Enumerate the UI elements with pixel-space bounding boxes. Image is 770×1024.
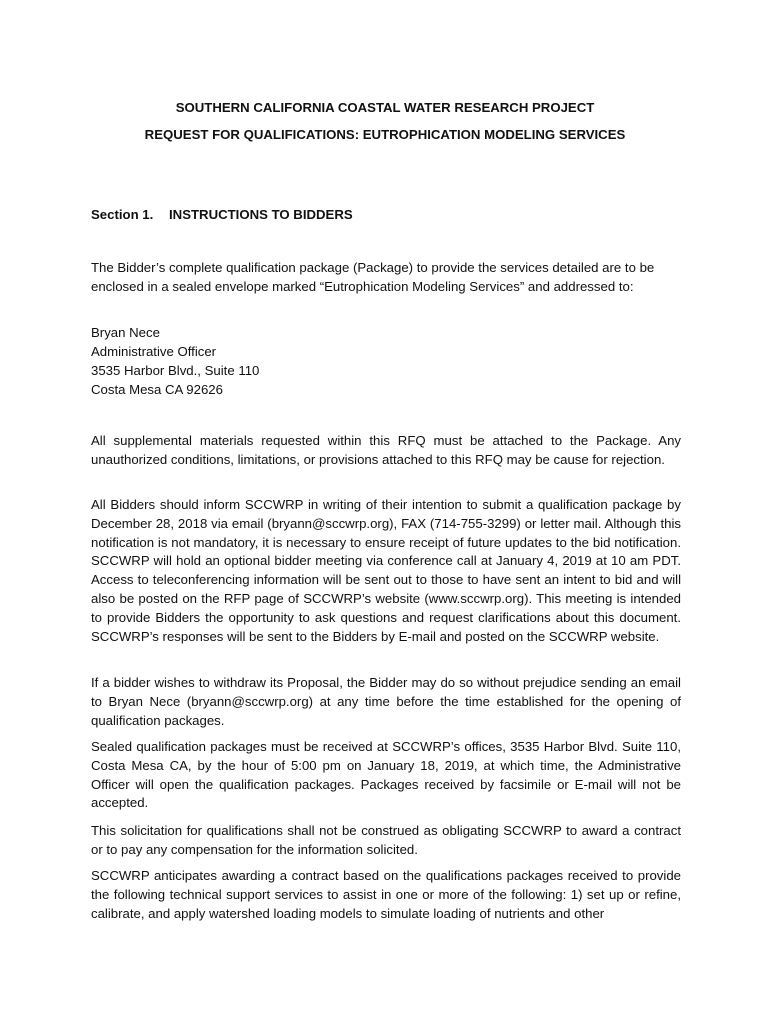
intro-paragraph: The Bidder’s complete qualification package (Package) to provide the services detailed are to be enclosed in a sealed envelope marked “Eutrophication Modeling Services” and addressed to: bbox=[91, 260, 655, 294]
address-role: Administrative Officer bbox=[91, 344, 217, 359]
section-heading bbox=[91, 207, 353, 222]
section-title: INSTRUCTIONS TO BIDDERS bbox=[169, 207, 353, 222]
paragraph-supplemental-materials: All supplemental materials requested within this RFQ must be attached to the Package. Any unauthorized conditions, limitations, or provisions attached to this RFQ may be cause for rejection. bbox=[91, 433, 681, 467]
paragraph-withdrawal: If a bidder wishes to withdraw its Proposal, the Bidder may do so without prejudice sending an email to Bryan Nece (bryann@sccwrp.org) at any time before the time established for the opening of qualification packages. bbox=[91, 675, 681, 728]
address-street: 3535 Harbor Blvd., Suite 110 bbox=[91, 363, 260, 378]
paragraph-intent-to-bid: All Bidders should inform SCCWRP in writing of their intention to submit a qualification package by December 28, 2018 via email (bryann@sccwrp.org), FAX (714-755-3299) or letter mail. Although this notification is not mandatory, it is necessary to ensure receipt of future updates to the bid notification. SCCWRP will hold an optional bidder meeting via conference call at January 4, 2019 at 10 am PDT. Access to teleconferencing information will be sent out to those to have sent an intent to bid and will also be posted on the RFP page of SCCWRP’s website (www.sccwrp.org). This meeting is intended to provide Bidders the opportunity to ask questions and request clarifications about this document. SCCWRP’s responses will be sent to the Bidders by E-mail and posted on the SCCWRP website. bbox=[91, 497, 681, 644]
document-title-rfq: REQUEST FOR QUALIFICATIONS: EUTROPHICATION MODELING SERVICES bbox=[144, 127, 626, 142]
address-city: Costa Mesa CA 92626 bbox=[91, 382, 223, 397]
paragraph-no-obligation: This solicitation for qualifications shall not be construed as obligating SCCWRP to award a contract or to pay any compensation for the information solicited. bbox=[91, 823, 681, 857]
document-title-organization: SOUTHERN CALIFORNIA COASTAL WATER RESEARCH PROJECT bbox=[175, 100, 595, 115]
section-number: Section 1. bbox=[91, 207, 154, 222]
mailing-address bbox=[91, 323, 681, 399]
address-name: Bryan Nece bbox=[91, 325, 160, 340]
paragraph-anticipated-award: SCCWRP anticipates awarding a contract based on the qualifications packages received to provide the following technical support services to assist in one or more of the following: 1) set up or refine, calibrate, and apply watershed loading models to simulate loading of nutrients and other bbox=[91, 868, 681, 921]
paragraph-submission-deadline: Sealed qualification packages must be received at SCCWRP’s offices, 3535 Harbor Blvd. Suite 110, Costa Mesa CA, by the hour of 5:00 pm on January 18, 2019, at which time, the Administrative Officer will open the qualification packages. Packages received by facsimile or E-mail will not be accepted. bbox=[91, 739, 681, 811]
